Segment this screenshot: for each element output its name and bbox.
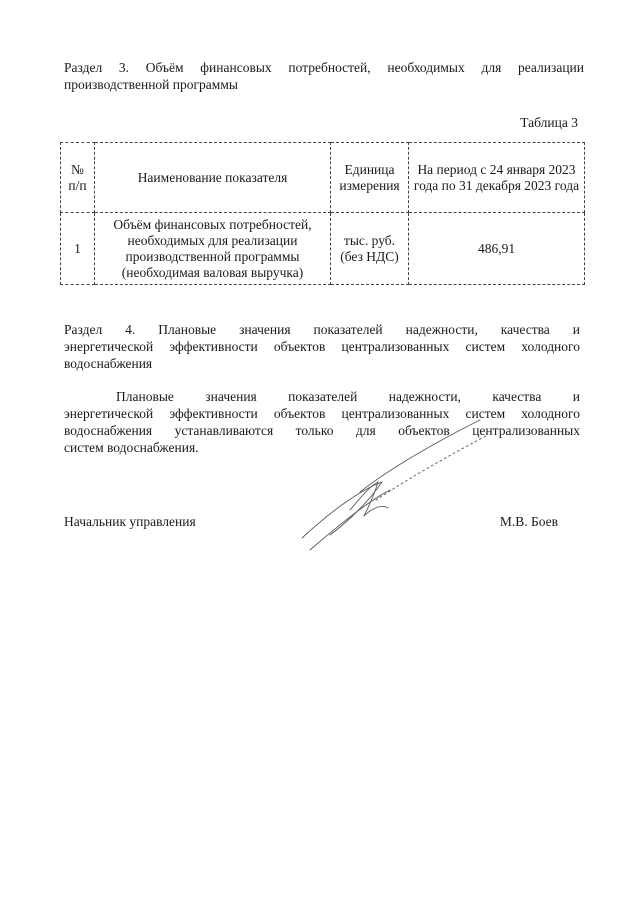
section-4-heading-line-2: энергетической эффективности объектов централизованных систем холодного: [64, 339, 580, 354]
section-4-para-line-1: Плановые значения показателей надежности, качества и: [116, 389, 580, 404]
header-name: Наименование показателя: [95, 143, 331, 213]
section-3-heading: [64, 59, 584, 93]
section-4-para-line-2: энергетической эффективности объектов централизованных систем холодного: [64, 406, 580, 421]
section-3-heading-line-2: производственной программы: [64, 77, 238, 92]
table-row: [61, 213, 585, 285]
section-4-heading: [64, 321, 580, 372]
header-no: № п/п: [61, 143, 95, 213]
cell-unit: тыс. руб. (без НДС): [331, 213, 409, 285]
header-period: На период с 24 января 2023 года по 31 декабря 2023 года: [409, 143, 585, 213]
handwritten-signature: [290, 400, 490, 560]
section-3-heading-line-1: Раздел 3. Объём финансовых потребностей, необходимых для реализации: [64, 60, 584, 75]
cell-no: 1: [61, 213, 95, 285]
section-4-para-line-4: систем водоснабжения.: [64, 440, 199, 455]
table-caption: Таблица 3: [520, 115, 578, 130]
cell-value: 486,91: [409, 213, 585, 285]
cell-name: Объём финансовых потребностей, необходимых для реализации производственной программы (необходимая валовая выручка): [95, 213, 331, 285]
section-4-heading-line-3: водоснабжения: [64, 356, 153, 371]
section-4-heading-line-1: Раздел 4. Плановые значения показателей надежности, качества и: [64, 322, 580, 337]
table-header-row: [61, 143, 585, 213]
header-unit: Единица измерения: [331, 143, 409, 213]
financial-needs-table: [60, 142, 585, 285]
section-4-para-line-3: водоснабжения устанавливаются только для объектов централизованных: [64, 423, 580, 438]
paragraph-indent: [64, 388, 116, 405]
signatory-name: М.В. Боев: [499, 514, 558, 529]
signatory-title: Начальник управления: [64, 514, 196, 529]
